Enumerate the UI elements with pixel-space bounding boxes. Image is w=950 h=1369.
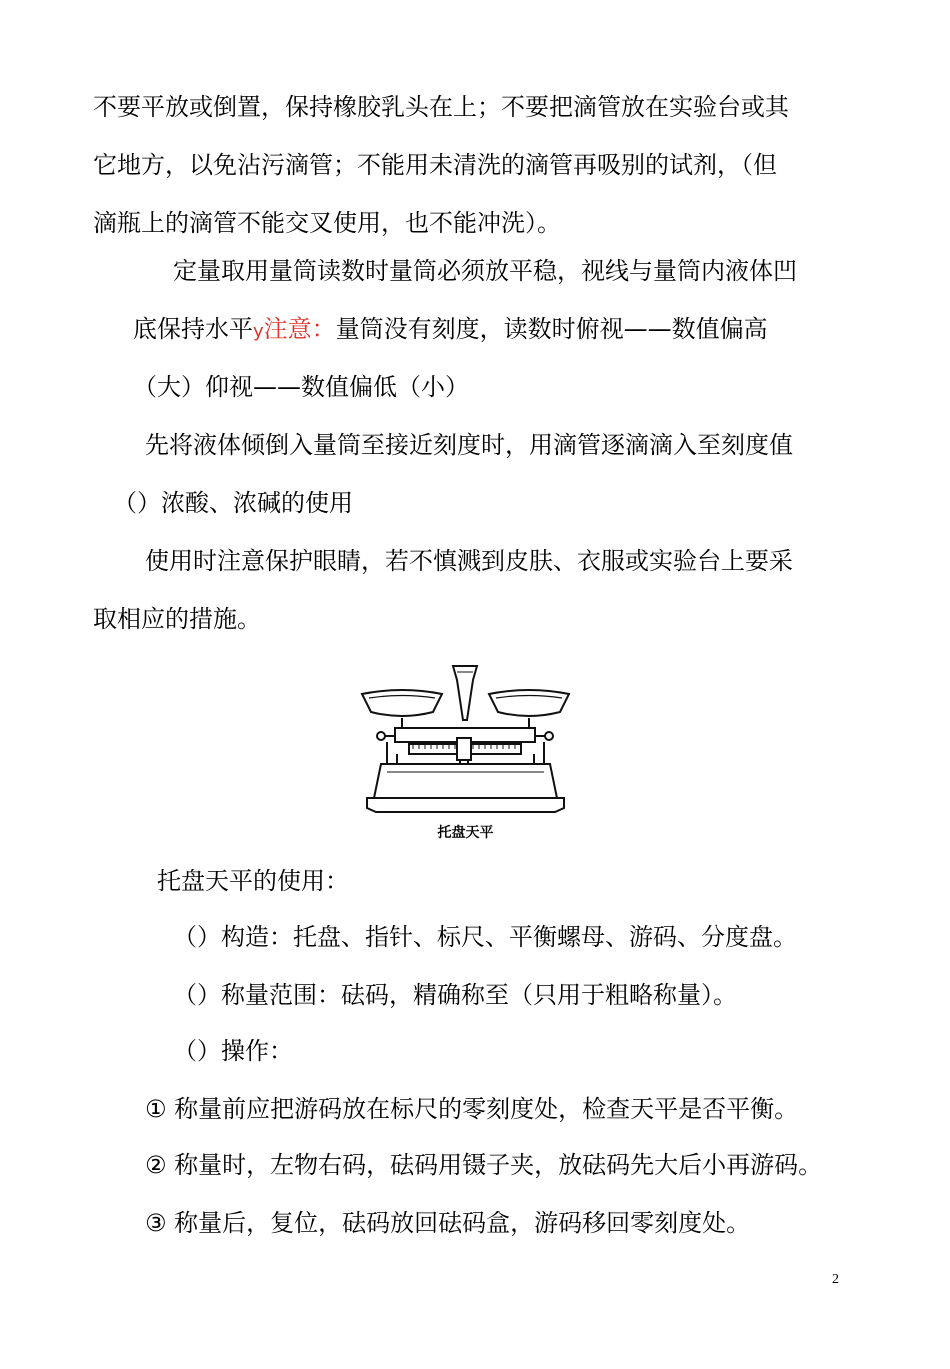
body-line-10: 取相应的措施。 <box>93 605 261 633</box>
body-line-1: 不要平放或倒置，保持橡胶乳头在上；不要把滴管放在实验台或其 <box>93 93 789 121</box>
page-number: 2 <box>832 1272 839 1287</box>
note-line-end: 量筒没有刻度，读数时俯视——数值偏高 <box>335 315 768 343</box>
balance-step-3: ③ 称量后，复位，砝码放回砝码盒，游码移回零刻度处。 <box>145 1209 751 1237</box>
figure-caption: 托盘天平 <box>437 825 494 841</box>
note-mark: y <box>253 321 264 342</box>
note-label: 注意： <box>263 315 336 343</box>
balance-item-structure: （）构造：托盘、指针、标尺、平衡螺母、游码、分度盘。 <box>173 923 797 951</box>
body-line-9: 使用时注意保护眼睛，若不慎溅到皮肤、衣服或实验台上要采 <box>145 547 793 575</box>
body-line-4: 定量取用量筒读数时量筒必须放平稳，视线与量筒内液体凹 <box>173 257 797 285</box>
balance-scale-icon <box>357 660 574 825</box>
balance-figure <box>357 660 574 850</box>
balance-item-operation: （）操作： <box>173 1037 293 1065</box>
body-line-2: 它地方，以免沾污滴管；不能用未清洗的滴管再吸别的试剂，（但 <box>93 151 777 179</box>
balance-heading: 托盘天平的使用： <box>157 867 349 895</box>
balance-step-2: ② 称量时，左物右码，砝码用镊子夹，放砝码先大后小再游码。 <box>145 1151 823 1179</box>
balance-step-1: ① 称量前应把游码放在标尺的零刻度处，检查天平是否平衡。 <box>145 1095 799 1123</box>
body-line-7: 先将液体倾倒入量筒至接近刻度时，用滴管逐滴滴入至刻度值 <box>145 431 793 459</box>
section-heading-acid-base: （）浓酸、浓碱的使用 <box>113 489 353 517</box>
body-line-3: 滴瓶上的滴管不能交叉使用，也不能冲洗）。 <box>93 209 561 237</box>
note-line-start: 底保持水平 <box>133 315 253 343</box>
balance-item-range: （）称量范围：砝码，精确称至（只用于粗略称量）。 <box>173 981 737 1009</box>
note-line <box>133 314 768 347</box>
body-line-6: （大）仰视——数值偏低（小） <box>133 373 469 401</box>
